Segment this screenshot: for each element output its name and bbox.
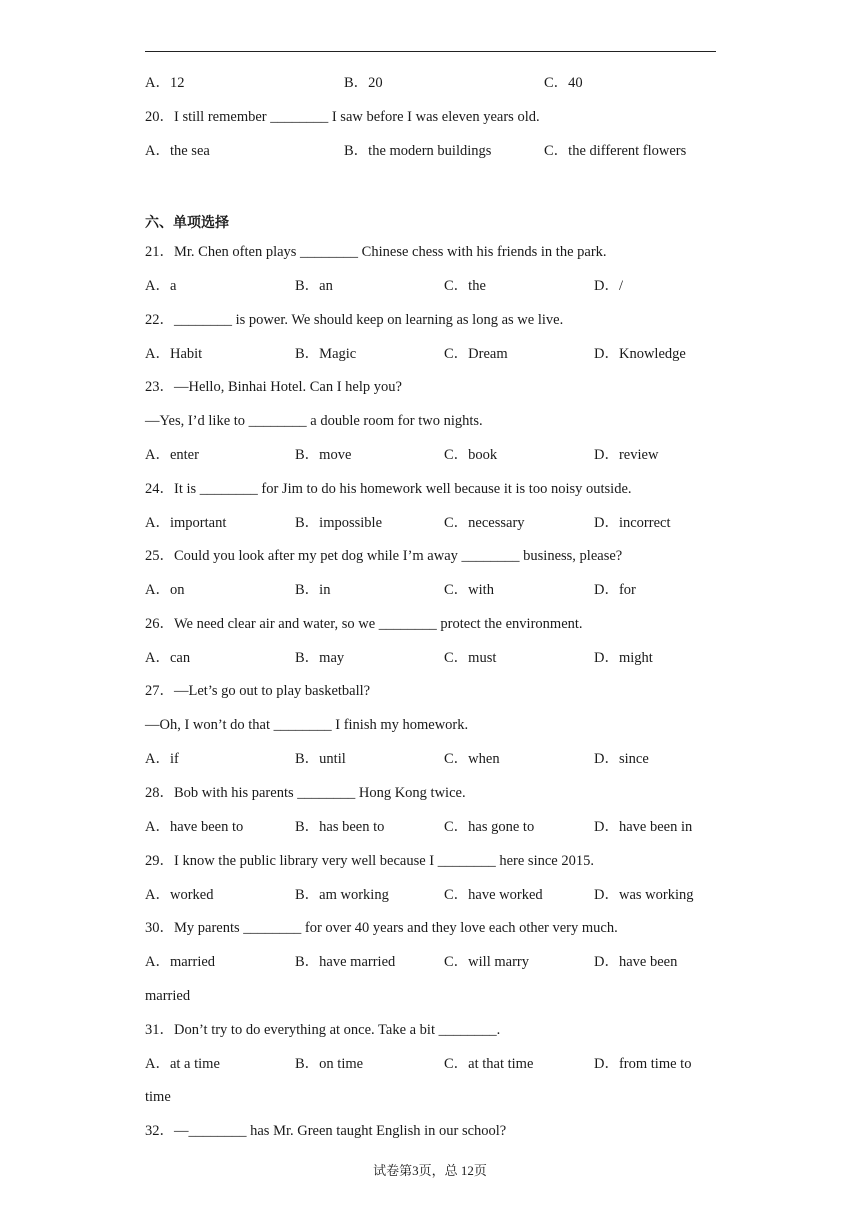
q30-stem: 30．My parents ________ for over 40 years and they love each other very much. xyxy=(145,920,618,936)
q23-option-d: D．review xyxy=(594,447,659,463)
q31-option-b: B．on time xyxy=(295,1056,364,1072)
q27-option-c: C．when xyxy=(444,751,500,767)
q24-option-b: B．impossible xyxy=(295,515,383,531)
q23-stem: 23．—Hello, Binhai Hotel. Can I help you? xyxy=(145,379,402,395)
q27-stem-reply: —Oh, I won’t do that ________ I finish my homework. xyxy=(145,717,469,733)
q31-option-d: D．from time to xyxy=(594,1056,692,1072)
q27-option-a: A．if xyxy=(145,751,179,767)
q23-option-a: A．enter xyxy=(145,447,199,463)
q24-stem: 24．It is ________ for Jim to do his homework well because it is too noisy outside. xyxy=(145,481,632,497)
q26-option-c: C．must xyxy=(444,650,497,666)
q24-option-c: C．necessary xyxy=(444,515,525,531)
q20-stem: 20．I still remember ________ I saw before I was eleven years old. xyxy=(145,109,540,125)
q30-option-d-wrap: married xyxy=(145,988,191,1004)
q23-stem-reply: —Yes, I’d like to ________ a double room for two nights. xyxy=(145,413,483,429)
q21-option-d: D．/ xyxy=(594,278,623,294)
q26-option-a: A．can xyxy=(145,650,191,666)
q22-option-d: D．Knowledge xyxy=(594,346,686,362)
q31-option-c: C．at that time xyxy=(444,1056,534,1072)
q27-stem: 27．—Let’s go out to play basketball? xyxy=(145,683,371,699)
q23-option-c: C．book xyxy=(444,447,498,463)
q20-option-b: B．the modern buildings xyxy=(344,143,492,159)
q30-option-a: A．married xyxy=(145,954,216,970)
q27-option-d: D．since xyxy=(594,751,649,767)
q24-option-a: A．important xyxy=(145,515,227,531)
q26-option-d: D．might xyxy=(594,650,653,666)
q29-option-b: B．am working xyxy=(295,887,389,903)
q24-option-d: D．incorrect xyxy=(594,515,671,531)
q25-stem: 25．Could you look after my pet dog while I’m away ________ business, please? xyxy=(145,548,623,564)
section-heading: 六、单项选择 xyxy=(145,215,229,231)
q25-option-c: C．with xyxy=(444,582,494,598)
q25-option-b: B．in xyxy=(295,582,331,598)
q29-option-a: A．worked xyxy=(145,887,214,903)
q32-stem: 32．—________ has Mr. Green taught English in our school? xyxy=(145,1123,507,1139)
q19-option-a: A．12 xyxy=(145,75,185,91)
q30-option-c: C．will marry xyxy=(444,954,529,970)
q31-option-a: A．at a time xyxy=(145,1056,220,1072)
q25-option-a: A．on xyxy=(145,582,185,598)
q28-option-c: C．has gone to xyxy=(444,819,535,835)
header-rule xyxy=(145,51,716,52)
q19-option-c: C．40 xyxy=(544,75,583,91)
q29-option-c: C．have worked xyxy=(444,887,543,903)
q26-option-b: B．may xyxy=(295,650,345,666)
q22-option-b: B．Magic xyxy=(295,346,357,362)
q21-option-b: B．an xyxy=(295,278,333,294)
q20-option-c: C．the different flowers xyxy=(544,143,687,159)
q22-option-c: C．Dream xyxy=(444,346,508,362)
q23-option-b: B．move xyxy=(295,447,352,463)
q28-option-a: A．have been to xyxy=(145,819,244,835)
q22-option-a: A．Habit xyxy=(145,346,203,362)
q28-stem: 28．Bob with his parents ________ Hong Kong twice. xyxy=(145,785,466,801)
page-footer: 试卷第3页，总 12页 xyxy=(373,1163,487,1178)
q21-option-c: C．the xyxy=(444,278,486,294)
q28-option-b: B．has been to xyxy=(295,819,385,835)
q21-stem: 21．Mr. Chen often plays ________ Chinese chess with his friends in the park. xyxy=(145,244,607,260)
q21-option-a: A．a xyxy=(145,278,177,294)
q22-stem: 22．________ is power. We should keep on learning as long as we live. xyxy=(145,312,564,328)
q19-option-b: B．20 xyxy=(344,75,383,91)
q31-stem: 31．Don’t try to do everything at once. Take a bit ________. xyxy=(145,1022,501,1038)
q28-option-d: D．have been in xyxy=(594,819,693,835)
q30-option-b: B．have married xyxy=(295,954,396,970)
q25-option-d: D．for xyxy=(594,582,636,598)
q29-stem: 29．I know the public library very well because I ________ here since 2015. xyxy=(145,853,594,869)
q30-option-d: D．have been xyxy=(594,954,678,970)
q27-option-b: B．until xyxy=(295,751,346,767)
q31-option-d-wrap: time xyxy=(145,1089,171,1105)
q20-option-a: A．the sea xyxy=(145,143,210,159)
q29-option-d: D．was working xyxy=(594,887,694,903)
q26-stem: 26．We need clear air and water, so we ________ protect the environment. xyxy=(145,616,583,632)
